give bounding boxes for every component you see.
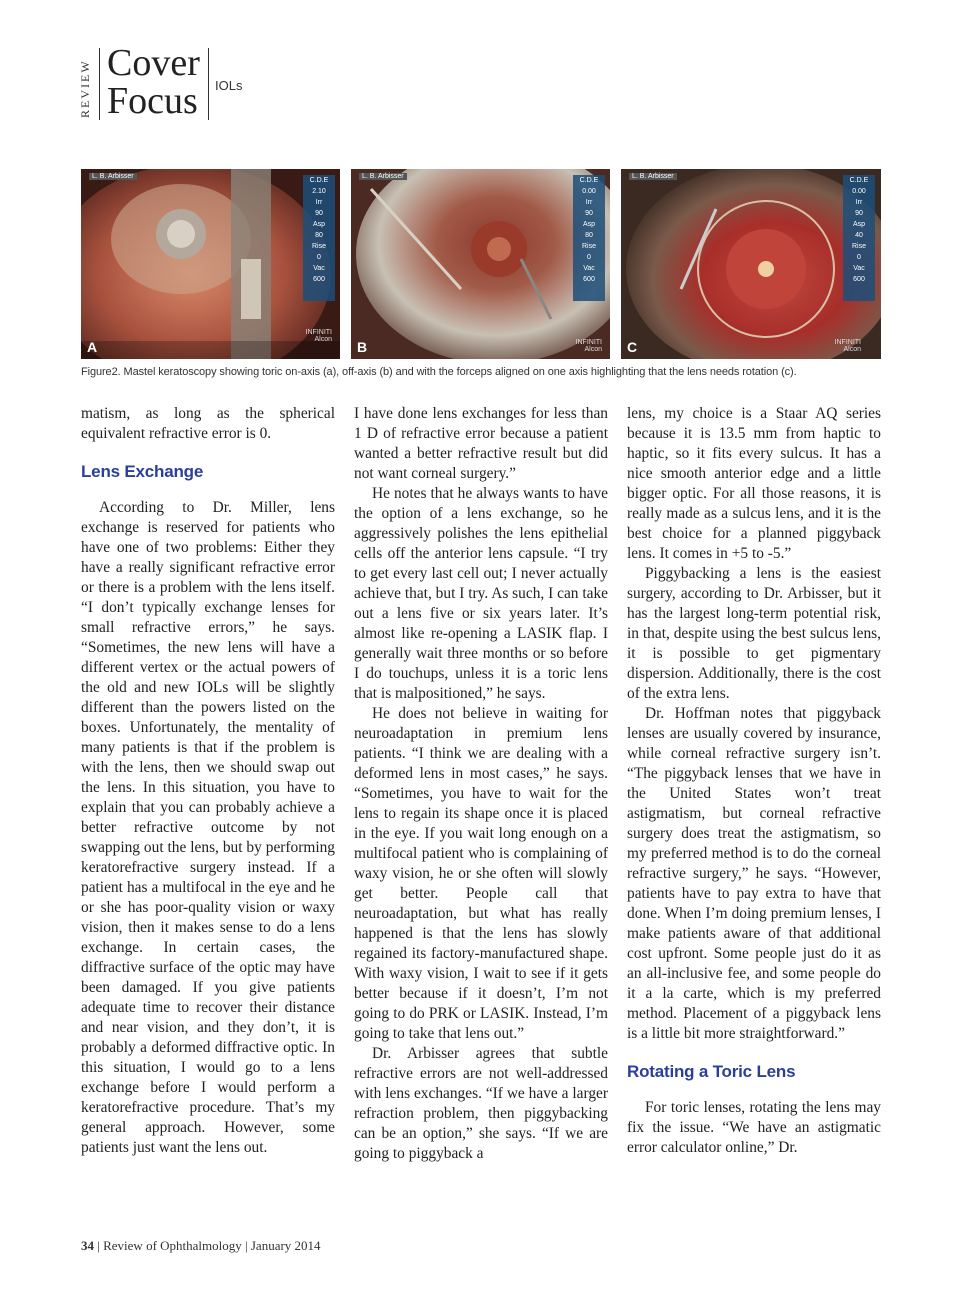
brand-watermark bbox=[835, 339, 861, 353]
cde-label: C.D.E bbox=[579, 177, 599, 184]
rise-label: Rise bbox=[581, 243, 596, 250]
surgeon-name-overlay: L. B. Arbisser bbox=[89, 173, 137, 180]
cde-label: C.D.E bbox=[309, 177, 329, 184]
header-divider bbox=[99, 48, 100, 120]
phaco-readout bbox=[303, 175, 335, 285]
figure-panel-b bbox=[351, 169, 610, 359]
vac-label: Vac bbox=[583, 265, 595, 272]
panel-letter-c: C bbox=[627, 339, 638, 355]
article-column-2 bbox=[354, 404, 608, 1164]
footer-separator: | bbox=[245, 1238, 251, 1253]
vac-value: 600 bbox=[583, 276, 595, 283]
figure-surgical-images bbox=[81, 169, 881, 359]
cover-title-line1: Cover bbox=[107, 42, 200, 84]
figure-caption: Figure2. Mastel keratoscopy showing toric on-axis (a), off-axis (b) and with the forceps aligned on one axis highlighting that the lens needs rotation (c). bbox=[81, 366, 797, 378]
paragraph: matism, as long as the spherical equivalent refractive error is 0. bbox=[81, 405, 335, 442]
surgeon-name-overlay: L. B. Arbisser bbox=[359, 173, 407, 180]
page-footer bbox=[81, 1238, 321, 1254]
rise-value: 0 bbox=[317, 254, 321, 261]
irr-label: Irr bbox=[855, 199, 863, 206]
figure-panel-a bbox=[81, 169, 340, 359]
brand-line1: INFINITI bbox=[305, 329, 332, 336]
phaco-readout bbox=[573, 175, 605, 285]
cde-value: 0.00 bbox=[582, 188, 596, 195]
subheading-lens-exchange: Lens Exchange bbox=[81, 462, 204, 481]
paragraph: lens, my choice is a Staar AQ series because it is 13.5 mm from haptic to haptic, so it fits every sulcus. It has a nice smooth anterior edge and a little bigger optic. For all those reasons, it is really made as a sulcus lens, and it is the best choice for a planned piggyback lens. It comes in +5 to -5.” bbox=[627, 405, 881, 562]
irr-value: 90 bbox=[855, 210, 863, 217]
brand-line2: Alcon bbox=[584, 346, 602, 353]
phaco-readout bbox=[843, 175, 875, 285]
cover-title-line2: Focus bbox=[107, 80, 198, 122]
brand-line2: Alcon bbox=[314, 336, 332, 343]
asp-value: 80 bbox=[585, 232, 593, 239]
brand-line1: INFINITI bbox=[834, 339, 861, 346]
irr-label: Irr bbox=[585, 199, 593, 206]
cover-focus-title bbox=[107, 44, 200, 120]
asp-label: Asp bbox=[582, 221, 596, 228]
paragraph: According to Dr. Miller, lens exchange is reserved for patients who have one of two problems: Either they have a really significant refractive error or there is a problem with the lens itself. “I don’t typically exchange lenses for small refractive errors,” he says. “Sometimes, the new lens will have a different vertex or the actual powers of the old and new IOLs will be slightly different than the powers listed on the boxes. Unfortunately, the mentality of many patients is that if the problem is with the lens, then we should swap out the lens. In this situation, you have to explain that you can probably achieve a better refractive outcome by not swapping out the lens, but by performing keratorefractive surgery instead. If a patient has a multifocal in the eye and he or she has poor-quality vision or waxy vision, then it makes sense to do a lens exchange. In certain cases, the diffractive surface of the optic may have been damaged. If you give patients adequate time to recover their distance and near vision, and they don’t, it is probably a deformed diffractive optic. In this situation, I would go to a lens exchange before I would perform a keratorefractive procedure. That’s my general approach. However, some patients just want the lens out. bbox=[81, 499, 335, 1156]
irr-value: 90 bbox=[585, 210, 593, 217]
paragraph: Dr. Arbisser agrees that subtle refractive errors are not well-addressed with lens exchanges. “If we have a larger refraction problem, then piggybacking can be an option,” she says. “If we are going to piggyback a bbox=[354, 1045, 608, 1162]
cde-value: 0.00 bbox=[852, 188, 866, 195]
panel-letter-b: B bbox=[357, 339, 368, 355]
asp-label: Asp bbox=[852, 221, 866, 228]
surgeon-name-overlay: L. B. Arbisser bbox=[629, 173, 677, 180]
vac-label: Vac bbox=[853, 265, 865, 272]
rise-label: Rise bbox=[311, 243, 326, 250]
article-column-1 bbox=[81, 404, 335, 1158]
paragraph: For toric lenses, rotating the lens may fix the issue. “We have an astigmatic error calculator online,” Dr. bbox=[627, 1099, 881, 1156]
rise-label: Rise bbox=[851, 243, 866, 250]
issue-date: January 2014 bbox=[250, 1238, 321, 1253]
review-vertical-tag bbox=[78, 52, 98, 120]
vac-value: 600 bbox=[853, 276, 865, 283]
panel-letter-a: A bbox=[87, 339, 98, 355]
header-divider bbox=[208, 48, 209, 120]
subheading-rotating-toric-lens: Rotating a Toric Lens bbox=[627, 1062, 796, 1081]
paragraph: I have done lens exchanges for less than 1 D of refractive error because a patient wanted a better refractive result but did not want corneal surgery.” bbox=[354, 405, 608, 482]
review-tag-text: REVIEW bbox=[78, 59, 92, 118]
publication-name: Review of Ophthalmology bbox=[103, 1238, 242, 1253]
brand-watermark bbox=[576, 339, 602, 353]
irr-label: Irr bbox=[315, 199, 323, 206]
article-column-3 bbox=[627, 404, 881, 1158]
rise-value: 0 bbox=[857, 254, 861, 261]
irr-value: 90 bbox=[315, 210, 323, 217]
asp-value: 80 bbox=[315, 232, 323, 239]
paragraph: He notes that he always wants to have the option of a lens exchange, so he aggressively polishes the lens epithelial cells off the anterior lens capsule. “I try to get every last cell out; I never actually achieve that, but I try. As such, I can take out a lens five or six years later. It’s almost like re-opening a LASIK flap. I generally wait three months or so before I do touchups, unless it is a toric lens that is malpositioned,” he says. bbox=[354, 485, 608, 702]
paragraph: He does not believe in waiting for neuroadaptation in premium lens patients. “I think we are dealing with a deformed lens in most cases,” he says. “Sometimes, you have to wait for the lens to regain its shape once it is placed in the eye. If you wait long enough on a multifocal patient who is complaining of waxy vision, he or she often will slowly get better. People call that neuroadaptation, but what has really happened is that the lens has slowly regained its factory-manufactured shape. With waxy vision, I wait to see if it gets better because if it doesn’t, I’m not going to do PRK or LASIK. Instead, I’m going to take that lens out.” bbox=[354, 705, 608, 1042]
paragraph: Piggybacking a lens is the easiest surgery, according to Dr. Arbisser, but it has the largest long-term potential risk, in that, despite using the best sulcus lens, it is possible to get pigmentary dispersion. Additionally, there is the cost of the extra lens. bbox=[627, 565, 881, 702]
surgical-image-c bbox=[621, 169, 881, 359]
cde-value: 2.10 bbox=[312, 188, 326, 195]
figure-panel-c bbox=[621, 169, 881, 359]
surgical-image-a bbox=[81, 169, 340, 359]
asp-value: 40 bbox=[855, 232, 863, 239]
footer-separator: | bbox=[97, 1238, 104, 1253]
page-number: 34 bbox=[81, 1238, 94, 1253]
cde-label: C.D.E bbox=[849, 177, 869, 184]
section-label: IOLs bbox=[215, 78, 243, 93]
brand-line2: Alcon bbox=[843, 346, 861, 353]
brand-line1: INFINITI bbox=[575, 339, 602, 346]
vac-value: 600 bbox=[313, 276, 325, 283]
brand-watermark bbox=[306, 329, 332, 343]
asp-label: Asp bbox=[312, 221, 326, 228]
paragraph: Dr. Hoffman notes that piggyback lenses are usually covered by insurance, while corneal refractive surgery isn’t. “The piggyback lenses that we have in the United States won’t treat astigmatism, but corneal refractive surgery does treat the astigmatism, so my preferred method is to do the corneal refractive surgery,” he says. “However, patients have to pay extra to have that done. When I’m doing premium lenses, I make patients aware of that additional cost upfront. Some people just do it as an all-inclusive fee, and some people do it a la carte, which is my preferred method. Placement of a piggyback lens is a little bit more straightforward.” bbox=[627, 705, 881, 1042]
rise-value: 0 bbox=[587, 254, 591, 261]
vac-label: Vac bbox=[313, 265, 325, 272]
surgical-image-b bbox=[351, 169, 610, 359]
